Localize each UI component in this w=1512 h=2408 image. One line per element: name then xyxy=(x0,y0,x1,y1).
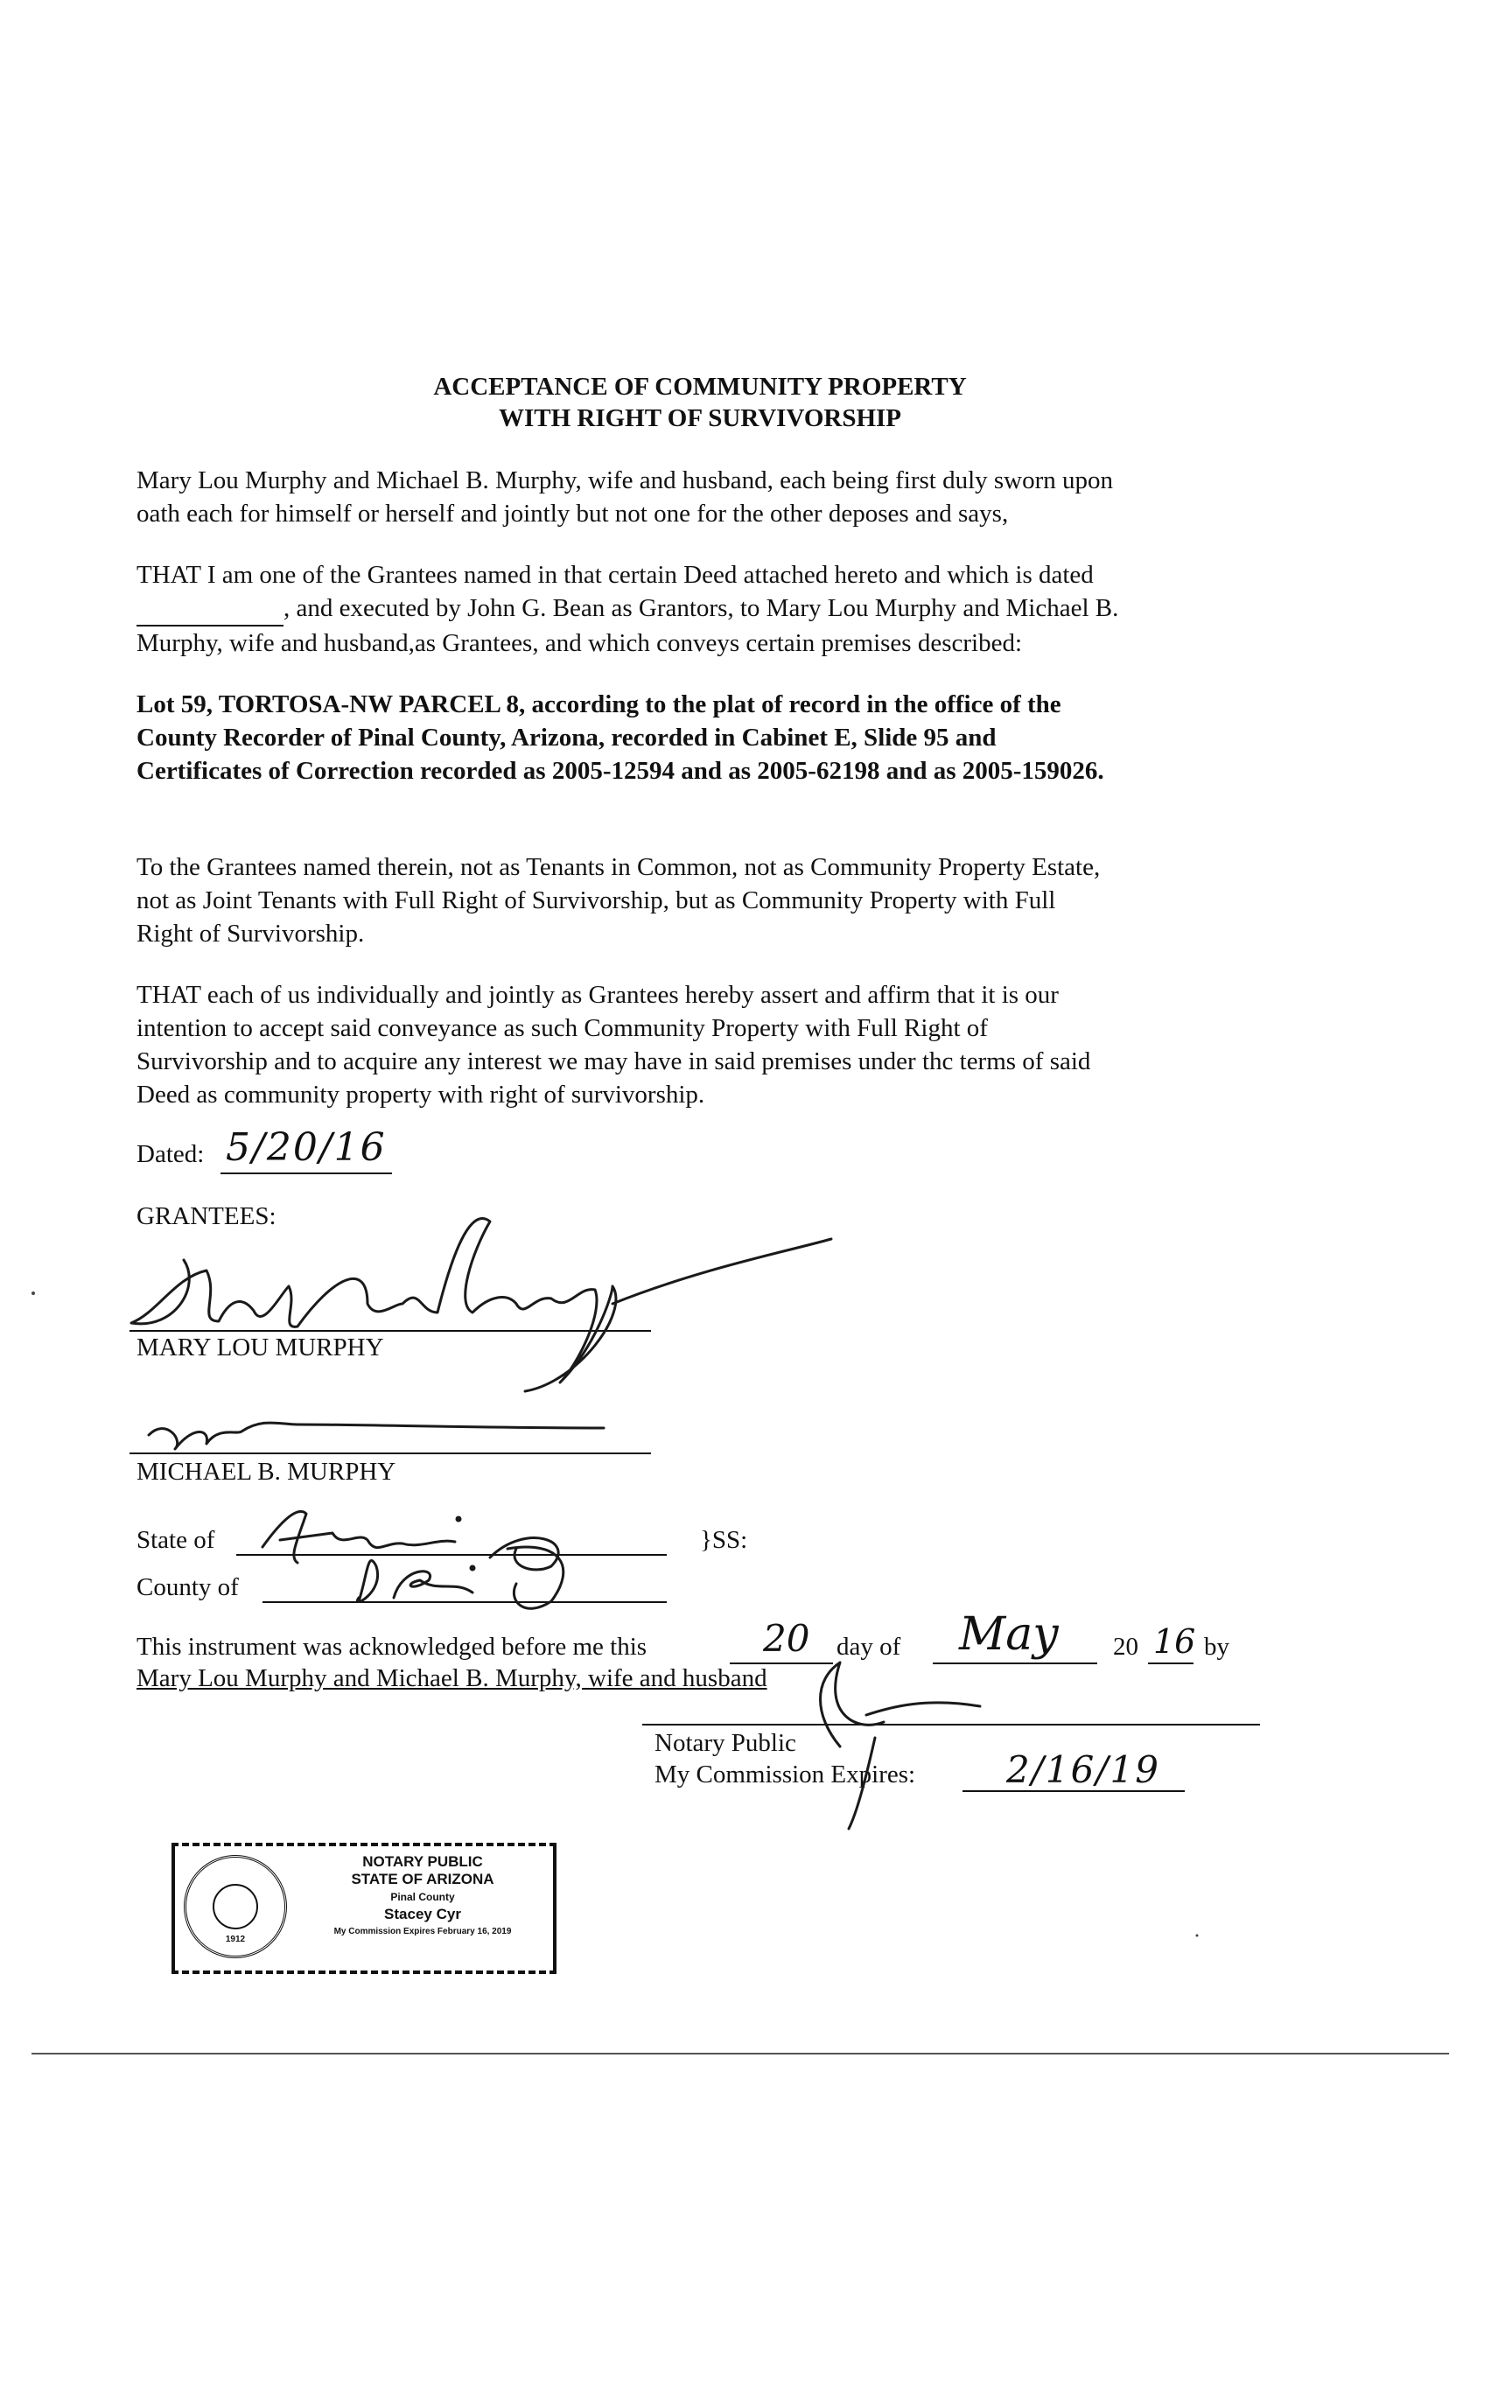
intent-line: THAT each of us individually and jointly as Grantees hereby assert and affirm that it is our xyxy=(136,981,1059,1009)
notary-public-label: Notary Public xyxy=(654,1729,796,1757)
commission-value-handwritten: 2/16/19 xyxy=(1006,1748,1160,1791)
document-title-line2: WITH RIGHT OF SURVIVORSHIP xyxy=(498,404,902,432)
grantee2-name: MICHAEL B. MURPHY xyxy=(136,1458,396,1486)
deed-line: Murphy, wife and husband,as Grantees, and which conveys certain premises described: xyxy=(136,629,1022,657)
notary-signature xyxy=(821,1662,981,1829)
ack-names: Mary Lou Murphy and Michael B. Murphy, wife and husband xyxy=(136,1664,767,1692)
ack-day-handwritten: 20 xyxy=(763,1617,810,1660)
intent-line: intention to accept said conveyance as such Community Property with Full Right of xyxy=(136,1014,988,1042)
legal-line: County Recorder of Pinal County, Arizona, recorded in Cabinet E, Slide 95 and xyxy=(136,724,997,752)
tenancy-line: not as Joint Tenants with Full Right of Survivorship, but as Community Property with Full xyxy=(136,886,1056,914)
intent-line: Deed as community property with right of survivorship. xyxy=(136,1081,705,1109)
ack-year-handwritten: 16 xyxy=(1153,1622,1196,1661)
state-handwriting xyxy=(262,1511,558,1570)
intro-line: oath each for himself or herself and jointly but not one for the other deposes and says, xyxy=(136,500,1009,528)
signature-mary-lou-murphy xyxy=(131,1219,831,1391)
deed-line-2-text: , and executed by John G. Bean as Grantors, to Mary Lou Murphy and Michael B. xyxy=(284,594,1119,622)
commission-label: My Commission Expires: xyxy=(654,1760,916,1788)
ack-day-of: day of xyxy=(836,1633,901,1661)
dated-value-handwritten: 5/20/16 xyxy=(226,1125,387,1170)
seal-line-county: Pinal County xyxy=(390,1891,455,1903)
tenancy-line: To the Grantees named therein, not as Tenants in Common, not as Community Property Estate, xyxy=(136,853,1101,881)
tenancy-line: Right of Survivorship. xyxy=(136,920,365,948)
deed-line: THAT I am one of the Grantees named in that certain Deed attached hereto and which is dated xyxy=(136,561,1094,589)
legal-line: Certificates of Correction recorded as 2005-12594 and as 2005-62198 and as 2005-159026. xyxy=(136,757,1104,785)
legal-line: Lot 59, TORTOSA-NW PARCEL 8, according to the plat of record in the office of the xyxy=(136,690,1061,718)
seal-line-state: STATE OF ARIZONA xyxy=(351,1871,494,1887)
seal-line-name: Stacey Cyr xyxy=(384,1906,461,1922)
ack-by: by xyxy=(1204,1633,1229,1661)
ack-prefix: This instrument was acknowledged before me this xyxy=(136,1633,648,1661)
seal-line-commission: My Commission Expires February 16, 2019 xyxy=(333,1927,512,1936)
dated-label: Dated: xyxy=(136,1140,205,1168)
county-handwriting xyxy=(357,1547,563,1608)
state-label: State of xyxy=(136,1526,215,1554)
county-label: County of xyxy=(136,1573,239,1601)
ss-label: }SS: xyxy=(700,1526,748,1554)
grantee1-name: MARY LOU MURPHY xyxy=(136,1334,384,1362)
state-seal-year: 1912 xyxy=(225,1935,246,1944)
document-title-line1: ACCEPTANCE OF COMMUNITY PROPERTY xyxy=(433,373,967,401)
grantees-label: GRANTEES: xyxy=(136,1202,276,1230)
signature-michael-murphy xyxy=(149,1423,604,1449)
intent-line: Survivorship and to acquire any interest we may have in said premises under thc terms of said xyxy=(136,1047,1091,1075)
intro-line: Mary Lou Murphy and Michael B. Murphy, wife and husband, each being first duly sworn upon xyxy=(136,466,1114,494)
ack-year-prefix: 20 xyxy=(1113,1633,1138,1661)
ack-month-handwritten: May xyxy=(959,1608,1059,1661)
seal-line-notary: NOTARY PUBLIC xyxy=(362,1853,483,1870)
